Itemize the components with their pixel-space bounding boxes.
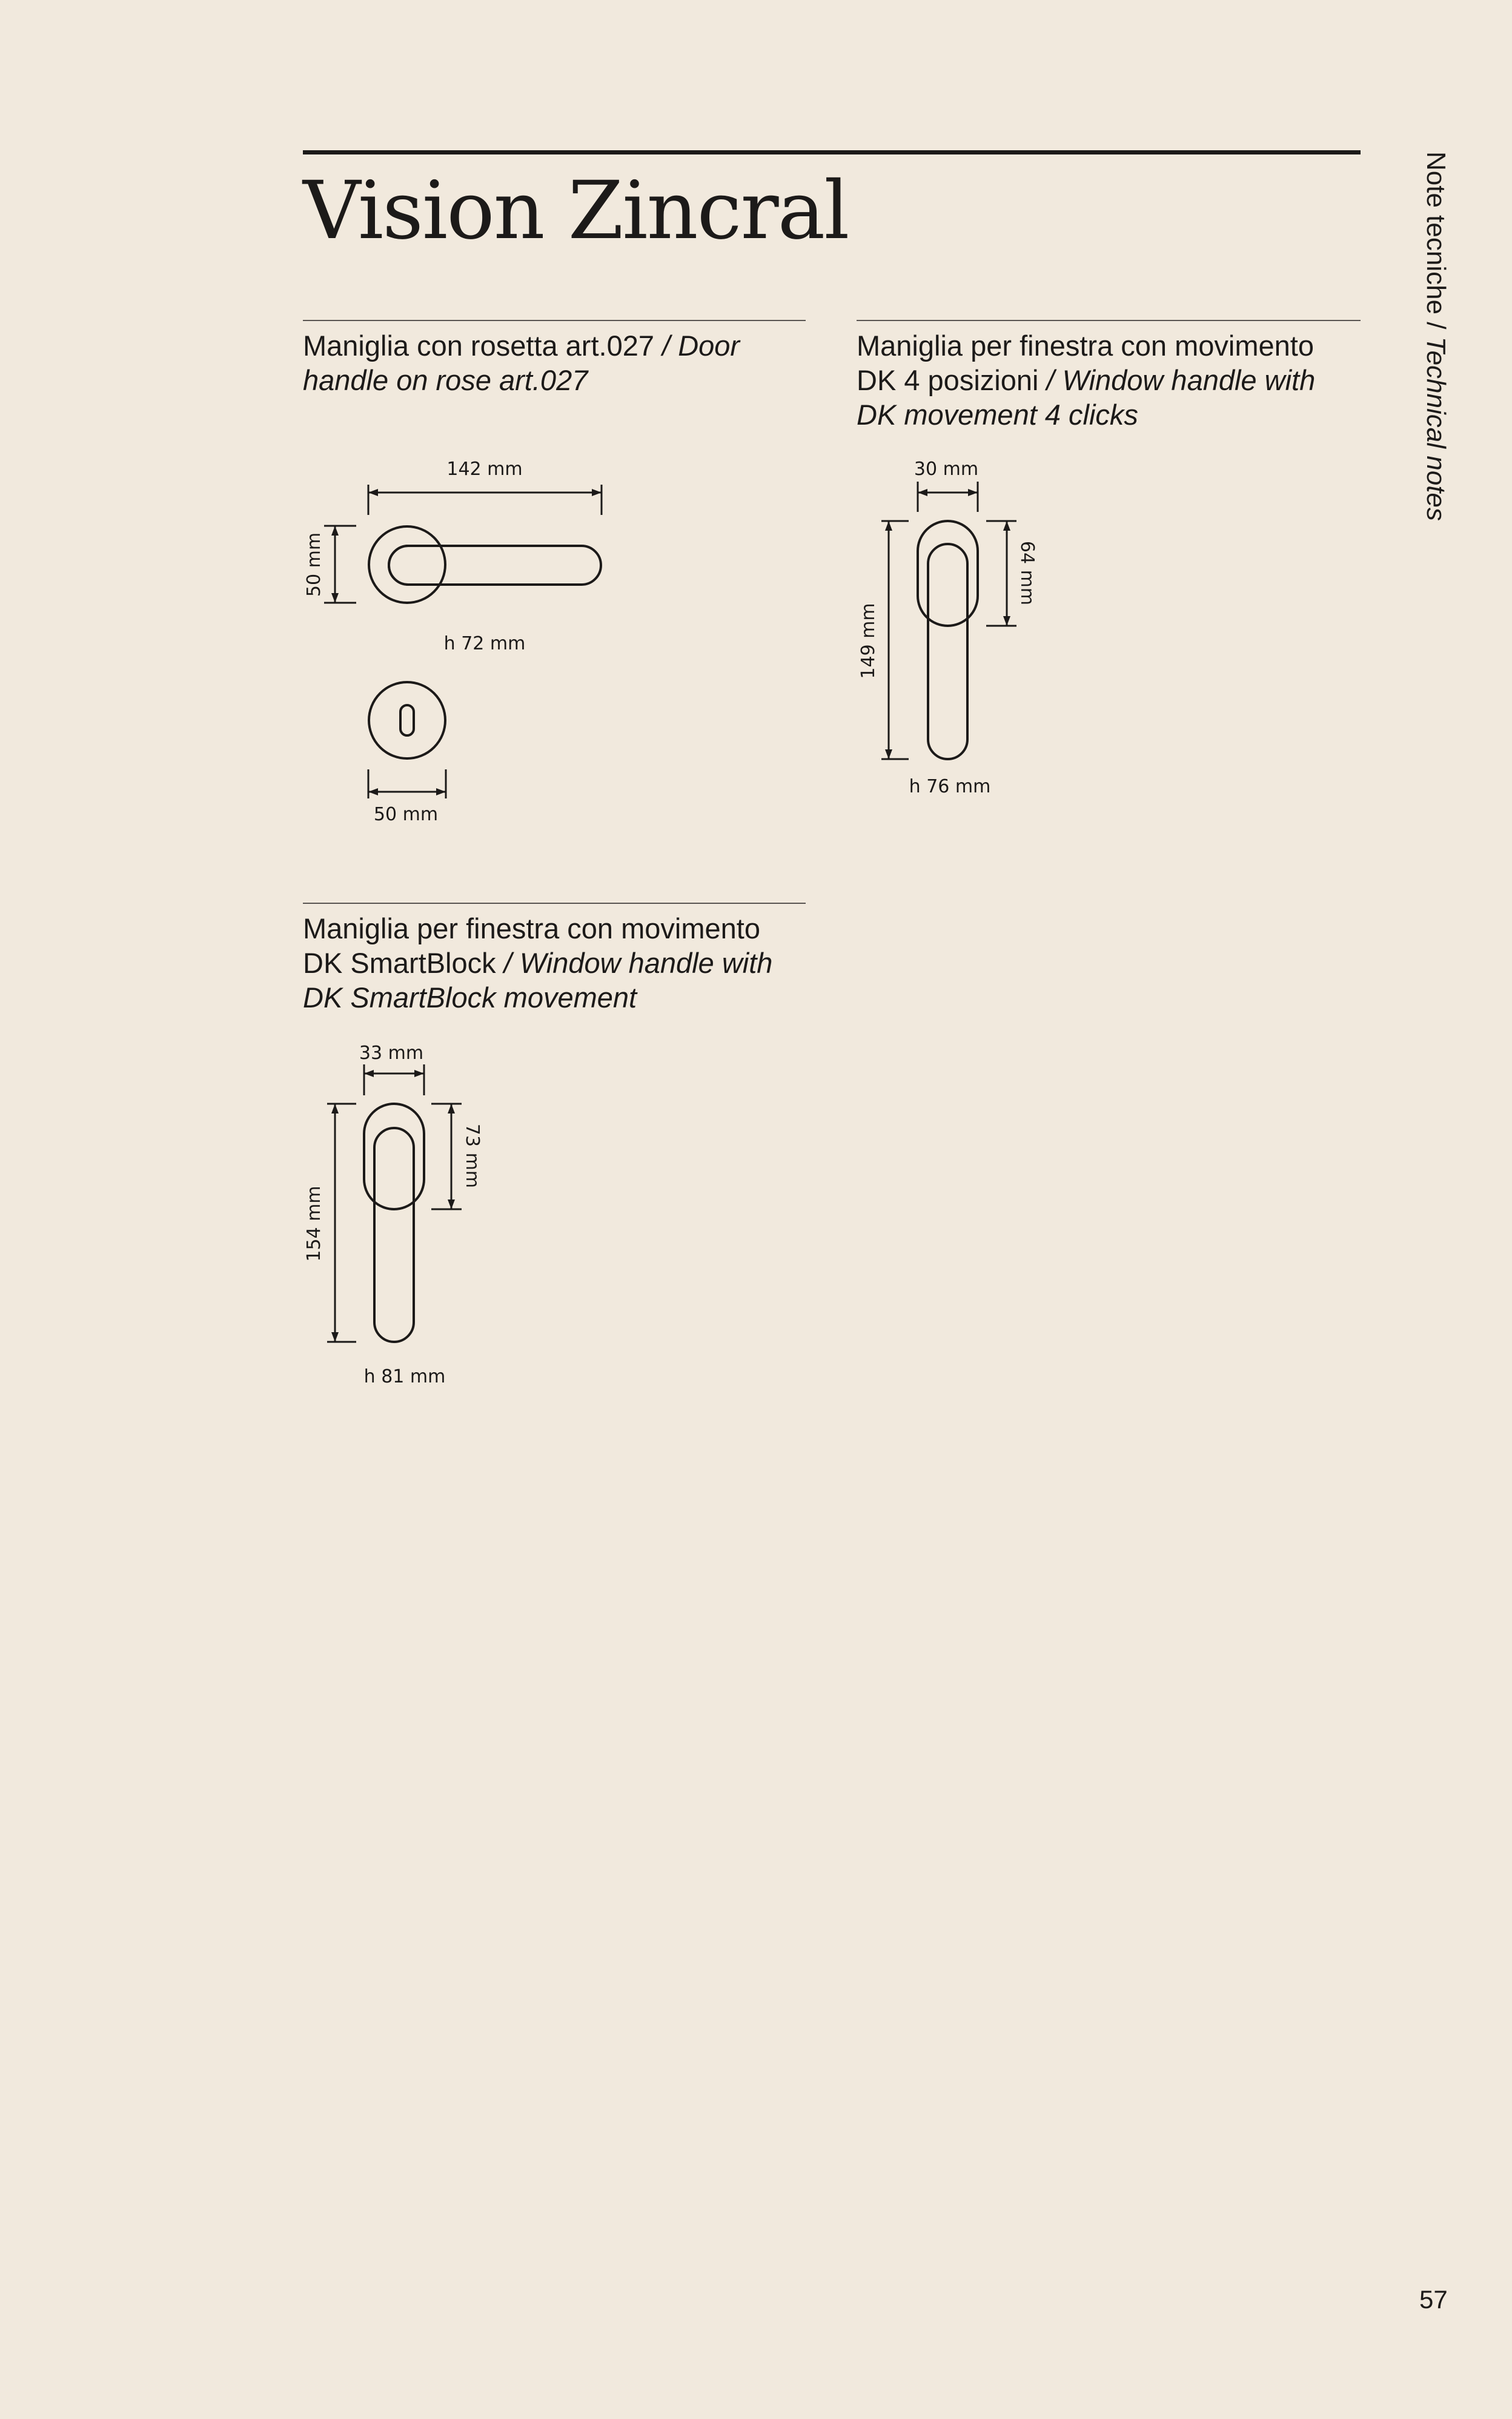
side-note-separator: / [1421,314,1451,337]
dim-base-height-label: 64 mm [1016,540,1038,606]
dim-width-label: 30 mm [913,459,979,480]
dim-width-label: 33 mm [359,1043,424,1064]
caption-en-prefix: / [503,947,520,979]
section-rule [303,903,806,904]
caption-en: Window handle with DK SmartBlock movement [303,947,773,1014]
dim-height-label: h 76 mm [909,776,991,797]
top-rule [303,150,1361,154]
section-caption [303,911,806,1015]
section-caption [303,328,806,397]
section-rule [303,320,806,321]
window-handle-smartblock-drawing [291,1030,521,1393]
page-title: Vision Zincral [303,164,849,257]
side-note-it: Note tecniche [1421,151,1451,315]
caption-en-prefix: / [662,330,678,362]
window-handle-dk4-drawing [848,448,1090,806]
dim-base-height-label: 73 mm [462,1123,483,1189]
dim-height-label: h 72 mm [443,633,526,654]
dim-total-height-label: 154 mm [303,1186,325,1262]
caption-it: Maniglia per finestra con movimento DK SmartBlock [303,912,760,979]
page-number: 57 [1419,2285,1448,2314]
caption-it: Maniglia per finestra con movimento DK 4 posizioni [857,330,1314,396]
caption-it: Maniglia con rosetta art.027 [303,330,654,362]
section-caption [857,328,1361,432]
section-window-handle-smartblock [303,903,806,1015]
section-rule [857,320,1361,321]
door-handle-drawing [291,448,630,836]
section-window-handle-dk4 [857,320,1361,432]
caption-en-prefix: / [1046,364,1063,396]
dim-length-label: 142 mm [446,459,523,480]
dim-escutcheon-label: 50 mm [373,804,439,825]
section-door-handle [303,320,806,397]
dim-height-label: h 81 mm [363,1366,446,1387]
side-section-label [1418,151,1454,521]
dim-rose-label: 50 mm [303,532,325,597]
dim-total-height-label: 149 mm [858,603,879,679]
side-note-en: Technical notes [1421,336,1451,521]
caption-en: Door handle on rose art.027 [303,330,740,396]
caption-en: Window handle with DK movement 4 clicks [857,364,1316,431]
